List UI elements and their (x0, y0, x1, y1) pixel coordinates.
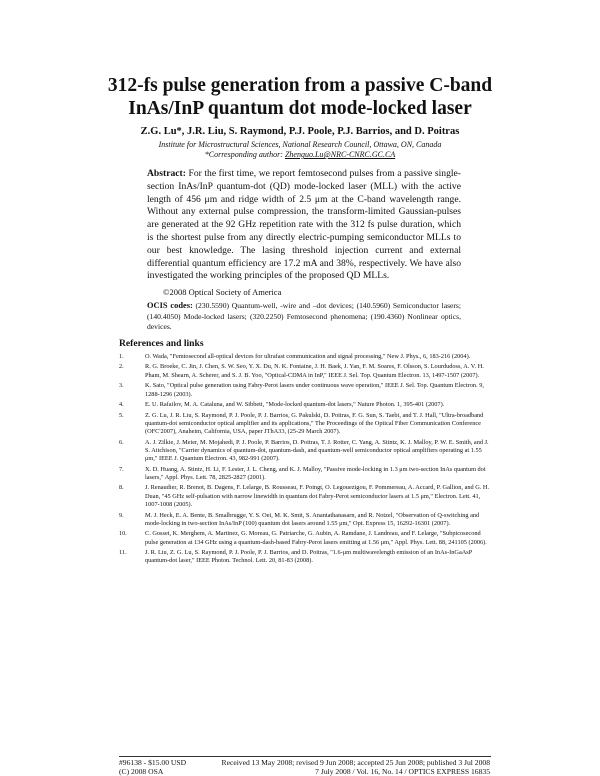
footer-price: #96138 - $15.00 USD (119, 758, 187, 767)
reference-list (119, 353, 491, 568)
abstract-text: For the first time, we report femtosecond pulses from a passive single-section InAs/InP quantum-dot (QD) mode-locked laser (MLL) with the active length of 456 μm and ridge width of 2.5 μm at the C-band wavelength range. Without any external pulse compression, the transform-limited Gaussian-pulses are generated at the 92 GHz repetition rate with the 312 fs pulse duration, which is the shortest pulse from any directly electric-pumping semiconductor MLLs to our best knowledge. The lasing threshold injection current and external differential quantum efficiency are 17.2 mA and 38%, respectively. We have also investigated the working principles of the proposed QD MLLs. (147, 168, 461, 282)
reference-text: K. Sato, "Optical pulse generation using Fabry-Perot lasers under continuous wave operation," IEEE J. Sel. Top. Quantum Electron. 9, 1288-1296 (2003). (145, 382, 484, 398)
reference-text: A. J. Zilkie, J. Meier, M. Mojahedi, P. J. Poole, P. Barrios, D. Poitras, T. J. Rotter, C. Yang, A. Stintz, K. J. Malloy, P. W. E. Smith, and J. S. Aitchison, "Carrier dynamics of quantum-dot, quantum-dash, and quantum-well semiconductor optical amplifiers operating at 1.55 μm," IEEE J. Quantum Electron. 43, 982-991 (2007). (145, 438, 489, 463)
ocis-codes (147, 301, 461, 333)
affiliation: Institute for Microstructural Sciences, National Research Council, Ottawa, ON, Canada (158, 140, 442, 149)
reference-item (119, 382, 491, 399)
reference-number: 2. (119, 363, 124, 371)
ocis-label: OCIS codes: (147, 301, 193, 310)
abstract (147, 168, 461, 283)
paper-title (0, 74, 600, 120)
reference-number: 7. (119, 465, 124, 473)
abstract-label: Abstract: (147, 168, 186, 179)
reference-number: 6. (119, 438, 124, 446)
reference-text: Z. G. Lu, J. R. Liu, S. Raymond, P. J. Poole, P. J. Barrios, G. Pakulski, D. Poitras, F. G. Sun, S. Taebi, and T. J. Hall, "Ultra-broadband quantum-dot semiconductor optical amplifier and its applications," The Proceedings of the Optical Fiber Communication Conference (OFC'2007), Anaheim, California, USA, paper JThA33, (25-29 March 2007). (145, 411, 484, 436)
reference-number: 8. (119, 484, 124, 492)
footer-copyright: (C) 2008 OSA (119, 767, 164, 776)
reference-number: 10. (119, 530, 127, 538)
reference-item (119, 466, 491, 483)
corresponding-prefix: *Corresponding author: (204, 150, 283, 159)
reference-number: 9. (119, 511, 124, 519)
title-line-2: InAs/InP quantum dot mode-locked laser (128, 98, 472, 119)
footer-divider (119, 756, 491, 757)
reference-item (119, 549, 491, 566)
reference-text: X. D. Huang, A. Stintz, H. Li, F. Lester, J. L. Cheng, and K. J. Malloy, "Passive mode-locking in 1.3 μm two-section InAs quantum dot lasers," Appl. Phys. Lett. 78, 2825-2827 (2001). (145, 465, 486, 481)
reference-number: 1. (119, 353, 124, 360)
reference-text: J. Renaudier, R. Brenot, B. Dagens, F. Lelarge, B. Rousseau, F. Poingt, O. Legouezigou, F. Pommereau, A. Accard, P. Gallion, and G. H. Duan, "45 GHz self-pulsation with narrow linewidth in quantum dot Fabry-Perot semiconductor lasers at 1.5 μm," Electron. Lett. 41, 1007-1008 (2005). (145, 484, 490, 509)
reference-item (119, 512, 491, 529)
reference-number: 4. (119, 401, 124, 409)
reference-text: M. J. Heck, E. A. Bente, B. Smalbrugge, Y. S. Oei, M. K. Smit, S. Anantathanasarn, and R. Notzel, "Observation of Q-switching and mode-locking in two-section InAs/InP (100) quantum dot lasers around 1.55 μm," Opt. Express 15, 16292-16301 (2007). (145, 511, 480, 527)
reference-text: E. U. Rafailov, M. A. Cataluna, and W. Sibbett, "Mode-locked quantum-dot lasers," Nature Photon. 1, 395-401 (2007). (145, 401, 445, 409)
reference-text: O. Wada, "Femtosecond all-optical devices for ultrafast communication and signal processing," New J. Phys., 6, 183-216 (2004). (145, 353, 471, 360)
footer-dates: Received 13 May 2008; revised 9 Jun 2008; accepted 25 Jun 2008; published 3 Jul 2008 (221, 758, 490, 767)
reference-item (119, 530, 491, 547)
affiliation-block (0, 140, 600, 160)
ocis-text: (230.5590) Quantum-well, -wire and –dot devices; (140.5960) Semiconductor lasers; (140.4050) Mode-locked lasers; (320.2250) Femtosecond phenomena; (190.4360) Nonlinear optics, devices. (147, 301, 461, 331)
reference-text: C. Gosset, K. Merghem, A. Martinez, G. Moreau, G. Patriarche, G. Aubin, A. Ramdane, J. Landreau, and F. Lelarge, "Subpicosecond pulse generation at 134 GHz using a quantum-dash-based Fabry-Perot lasers emitting at 1.56 μm," Appl. Phys. Lett. 88, 241105 (2006). (145, 530, 487, 546)
reference-number: 5. (119, 411, 124, 419)
copyright-notice: ©2008 Optical Society of America (163, 287, 282, 297)
references-heading: References and links (119, 338, 204, 349)
footer-citation: 7 July 2008 / Vol. 16, No. 14 / OPTICS EXPRESS 16835 (315, 767, 490, 776)
reference-text: R. G. Broeke, C. Jin, J. Chen, S. W. Seo, Y. X. Du, N. K. Fontaine, J. H. Baek, J. Yan, F. M. Soares, F. Olsson, S. Lourdudoss, A. V. H. Pham, M. Shearn, A. Scherer, and S. J. B. Yoo, "Optical-CDMA in InP," IEEE J. Sel. Top. Quantum Electron. 13, 1497-1507 (2007). (145, 363, 484, 379)
reference-item (119, 412, 491, 437)
reference-item (119, 401, 491, 409)
reference-item (119, 363, 491, 380)
corresponding-author (0, 150, 600, 160)
reference-text: J. R. Liu, Z. G. Lu, S. Raymond, P. J. Poole, P. J. Barrios, and D. Poitras, "1.6-μm multiwavelength emission of an InAs-InGaAsP quantum-dot laser," IEEE Photon. Technol. Lett. 20, 81-83 (2008). (145, 549, 473, 565)
reference-item (119, 439, 491, 464)
reference-item (119, 484, 491, 509)
reference-number: 3. (119, 382, 124, 390)
author-list: Z.G. Lu*, J.R. Liu, S. Raymond, P.J. Poole, P.J. Barrios, and D. Poitras (140, 126, 460, 137)
title-line-1: 312-fs pulse generation from a passive C-band (107, 75, 493, 96)
email-link[interactable]: Zhenguo.Lu@NRC-CNRC.GC.CA (284, 150, 396, 159)
reference-number: 11. (119, 549, 127, 557)
reference-item (119, 353, 491, 361)
